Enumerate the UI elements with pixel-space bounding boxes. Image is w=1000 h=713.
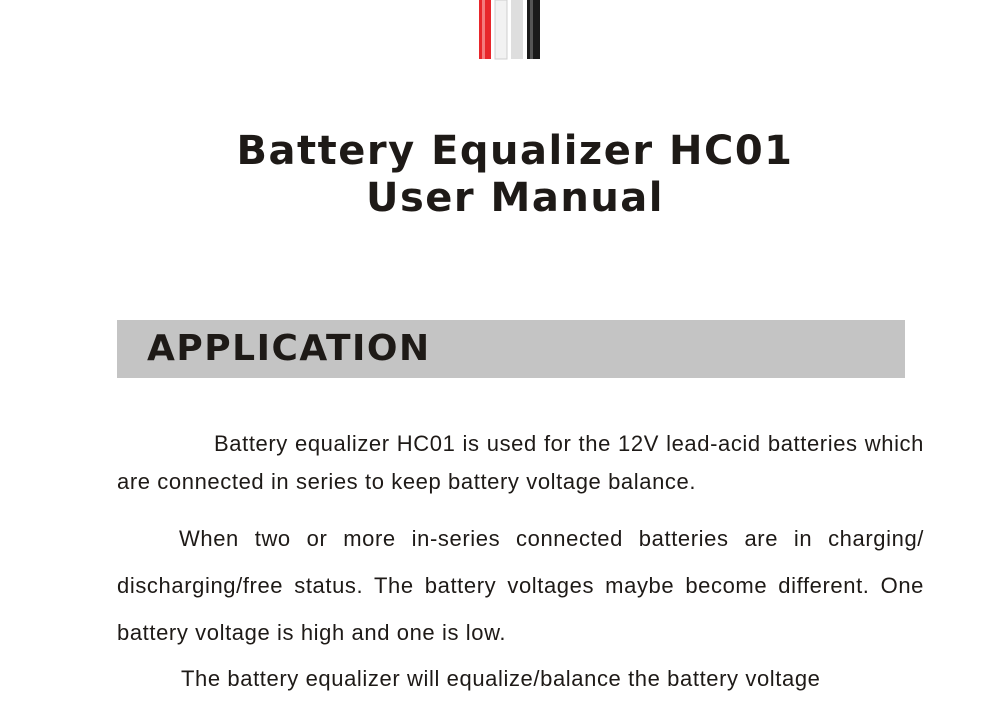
title-line-1: Battery Equalizer HC01 bbox=[236, 128, 794, 174]
document-title bbox=[0, 128, 1000, 222]
cable-wires-icon bbox=[477, 0, 543, 60]
title-line-2: User Manual bbox=[365, 175, 665, 221]
paragraph-2: When two or more in-series connected batteries are in charging/ discharging/free status. The battery voltages maybe become different. One battery voltage is high and one is low. bbox=[117, 526, 924, 645]
section-heading: APPLICATION bbox=[147, 328, 431, 369]
paragraph-1: Battery equalizer HC01 is used for the 12V lead-acid batteries which are connected in series to keep battery voltage balance. bbox=[117, 431, 924, 494]
paragraph-3: The battery equalizer will equalize/balance the battery voltage bbox=[181, 666, 821, 691]
section-header-bar bbox=[117, 320, 905, 378]
